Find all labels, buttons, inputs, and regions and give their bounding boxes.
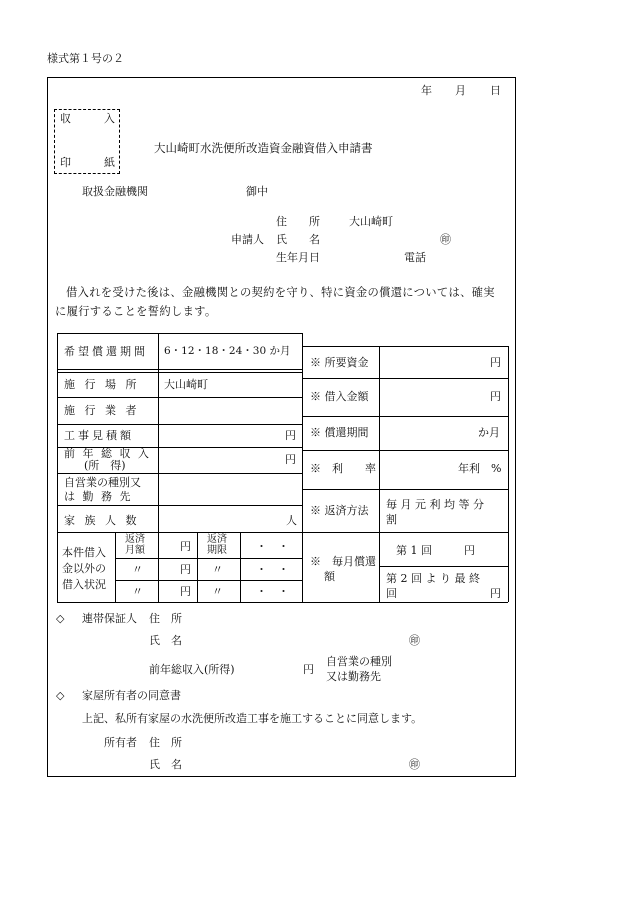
applicant-address-value: 大山崎町 — [349, 215, 393, 228]
date-day: 日 — [490, 84, 501, 97]
subsequent-payment-line-1: 第 2 回 よ り 最 終 — [386, 572, 480, 585]
pledge-line-2: に履行することを誓約します。 — [55, 305, 217, 318]
required-funds-unit: 円 — [490, 356, 501, 369]
repay-method-label: ※ 返済方法 — [310, 504, 369, 517]
institution-suffix: 御中 — [246, 185, 268, 198]
applicant-name-label: 氏 名 — [276, 233, 320, 246]
guarantor-label: 連帯保証人 — [82, 612, 137, 625]
site-label: 施 行 場 所 — [64, 378, 140, 391]
date-month: 月 — [455, 84, 466, 97]
applicant-seal: ㊞ — [440, 233, 451, 246]
owner-consent-diamond: ◇ — [56, 689, 65, 702]
loan-status-label-1: 本件借入 — [62, 546, 106, 559]
first-payment-label: 第 1 回 — [396, 544, 432, 557]
loan-status-label-3: 借入状況 — [62, 578, 106, 591]
interest-rate-value: 年利 % — [458, 462, 502, 475]
form-frame — [47, 77, 516, 777]
subsequent-payment-line-2: 回 — [386, 587, 397, 600]
repay-term-unit: か月 — [478, 426, 500, 439]
family-label: 家 族 人 数 — [64, 514, 140, 527]
repay-method-value-2: 割 — [386, 513, 397, 526]
loan-row3-ditto: 〃 — [132, 585, 143, 598]
date-year: 年 — [421, 84, 432, 97]
owner-consent-title: 家屋所有者の同意書 — [82, 689, 181, 702]
repay-period-value: 6・12・18・24・30 か月 — [164, 345, 291, 357]
stamp-char-3: 印 — [60, 156, 71, 169]
repay-term-label: ※ 償還期間 — [310, 426, 369, 439]
stamp-char-1: 収 — [60, 112, 71, 125]
guarantor-income-unit: 円 — [303, 663, 314, 676]
guarantor-diamond: ◇ — [56, 612, 65, 625]
pledge-line-1: 借入れを受けた後は、金融機関との契約を守り、特に資金の償還については、確実 — [66, 286, 495, 299]
form-number: 様式第１号の２ — [47, 52, 124, 65]
estimate-label: 工事見積額 — [64, 429, 134, 442]
owner-consent-text: 上記、私所有家屋の水洗便所改造工事を施工することに同意します。 — [82, 712, 423, 725]
income-label-1: 前 年 総 収 入 — [64, 447, 151, 460]
loan-row2-ditto-2: 〃 — [212, 563, 223, 576]
contractor-label: 施 行 業 者 — [64, 404, 140, 417]
loan-row1-yen: 円 — [180, 540, 191, 553]
monthly-amount-label-2: 月額 — [125, 545, 145, 556]
monthly-amount-label-1: 返済 — [125, 534, 145, 545]
loan-row3-yen: 円 — [180, 585, 191, 598]
loan-status-label-2: 金以外の — [62, 562, 106, 575]
guarantor-selfemp-line-1: 自営業の種別 — [326, 655, 392, 668]
site-value: 大山崎町 — [164, 378, 208, 391]
family-unit: 人 — [286, 514, 297, 527]
income-label-2: (所 得) — [84, 459, 126, 472]
first-payment-unit: 円 — [464, 544, 475, 557]
applicant-address-label: 住 所 — [276, 215, 320, 228]
institution-label: 取扱金融機関 — [82, 185, 148, 198]
guarantor-name-label: 氏 名 — [149, 634, 182, 647]
applicant-phone-label: 電話 — [404, 251, 426, 264]
selfemp-label-2: は 勤 務 先 — [64, 490, 133, 503]
interest-rate-label: ※ 利 率 — [310, 462, 376, 475]
loan-row3-ditto-2: 〃 — [212, 585, 223, 598]
guarantor-income-label: 前年総収入(所得) — [149, 663, 235, 676]
loan-row3-dots: ・ ・ — [256, 585, 289, 598]
repay-method-value-1: 毎 月 元 利 均 等 分 — [386, 498, 484, 511]
loan-amount-label: ※ 借入金額 — [310, 390, 369, 403]
owner-label: 所有者 — [104, 736, 137, 749]
repay-period-label: 希望償還期間 — [64, 345, 148, 358]
income-unit: 円 — [285, 453, 296, 466]
selfemp-label-1: 自営業の種別又 — [64, 476, 141, 489]
page-title: 大山崎町水洗便所改造資金融資借入申請書 — [154, 141, 373, 155]
owner-name-label: 氏 名 — [149, 758, 182, 771]
loan-row1-dots: ・ ・ — [256, 540, 289, 553]
loan-row2-dots: ・ ・ — [256, 563, 289, 576]
deadline-label-2: 期限 — [207, 545, 227, 556]
loan-amount-unit: 円 — [490, 390, 501, 403]
owner-address-label: 住 所 — [149, 736, 182, 749]
estimate-unit: 円 — [285, 429, 296, 442]
stamp-char-4: 紙 — [104, 156, 115, 169]
applicant-birth-label: 生年月日 — [276, 251, 320, 264]
subsequent-payment-unit: 円 — [490, 587, 501, 600]
loan-row2-ditto: 〃 — [132, 563, 143, 576]
applicant-label: 申請人 — [231, 233, 264, 246]
required-funds-label: ※ 所要資金 — [310, 356, 369, 369]
guarantor-seal: ㊞ — [409, 634, 420, 647]
loan-row2-yen: 円 — [180, 563, 191, 576]
deadline-label-1: 返済 — [207, 534, 227, 545]
monthly-repay-label-2: 額 — [324, 570, 335, 583]
guarantor-address-label: 住 所 — [149, 612, 182, 625]
monthly-repay-label-1: ※ 毎月償還 — [310, 555, 376, 568]
stamp-char-2: 入 — [104, 112, 115, 125]
owner-seal: ㊞ — [409, 758, 420, 771]
guarantor-selfemp-line-2: 又は勤務先 — [326, 670, 381, 683]
